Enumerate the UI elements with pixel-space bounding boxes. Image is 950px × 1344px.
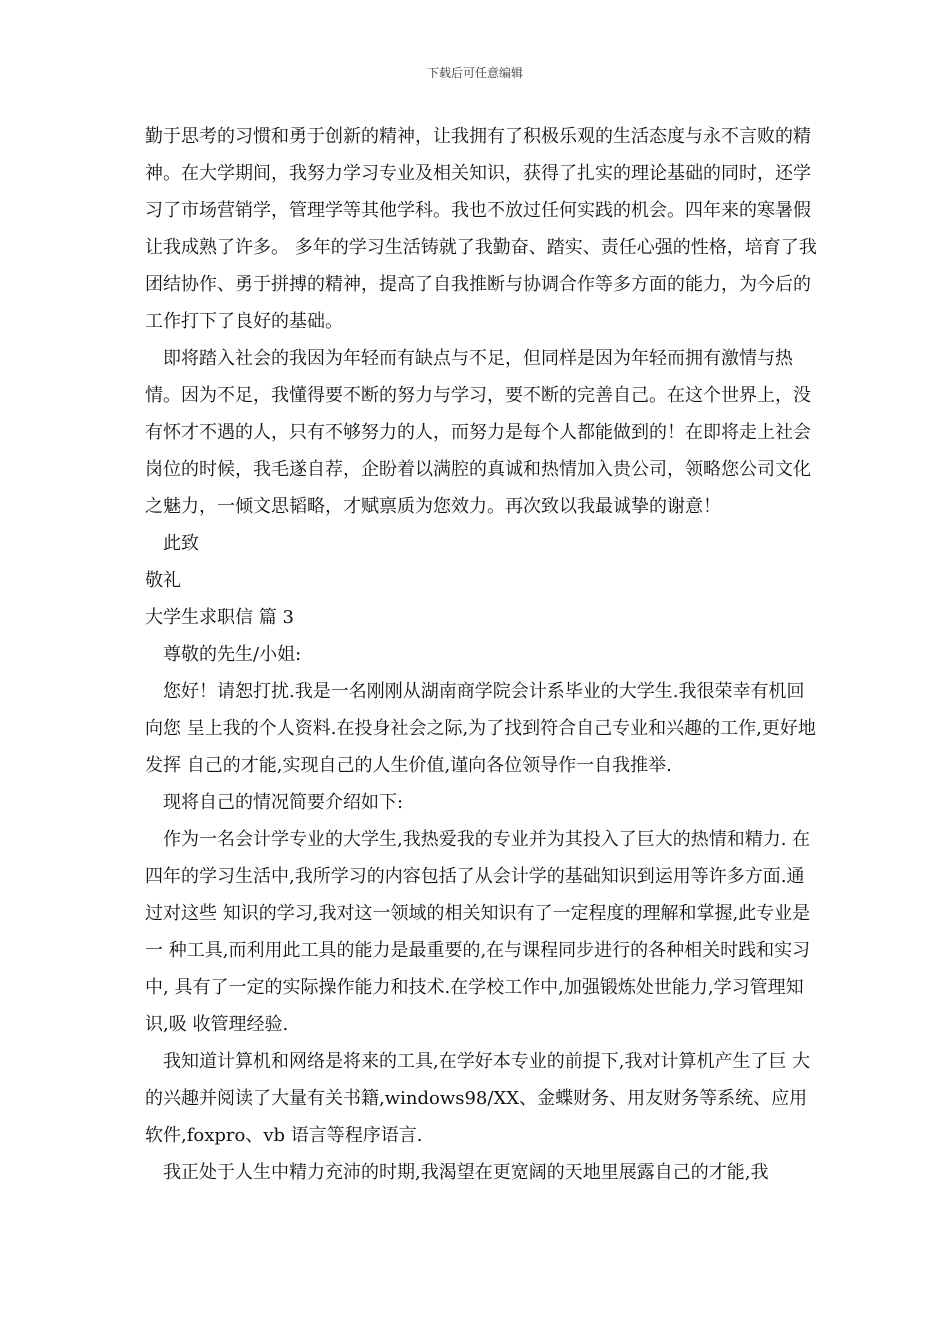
paragraph-3: 您好！请恕打扰.我是一名刚刚从湖南商学院会计系毕业的大学生.我很荣幸有机回向您 呈上我的个人资料.在投身社会之际,为了找到符合自己专业和兴趣的工作,更好地发挥 自己的才能,实现自己的人生价值,谨向各位领导作一自我推举.: [145, 681, 816, 776]
paragraph-7: 我正处于人生中精力充沛的时期,我渴望在更宽阔的天地里展露自己的才能,我: [163, 1162, 769, 1183]
document-body: [145, 118, 820, 1191]
section-title: 大学生求职信 篇 3: [145, 607, 294, 628]
paragraph-2: 即将踏入社会的我因为年轻而有缺点与不足，但同样是因为年轻而拥有激情与热情。因为不足，我懂得要不断的努力与学习，要不断的完善自己。在这个世界上，没有怀才不遇的人，只有不够努力的人，而努力是每个人都能做到的！在即将走上社会岗位的时候，我毛遂自荐，企盼着以满腔的真诚和热情加入贵公司，领略您公司文化之魅力，一倾文思韬略，才赋禀质为您效力。再次致以我最诚挚的谢意！: [145, 348, 811, 517]
paragraph-4: 现将自己的情况简要介绍如下:: [163, 792, 404, 813]
paragraph-6: 我知道计算机和网络是将来的工具,在学好本专业的前提下,我对计算机产生了巨 大的兴趣并阅读了大量有关书籍,windows98/XX、金蝶财务、用友财务等系统、应用 软件,foxpro、vb 语言等程序语言.: [145, 1051, 811, 1146]
paragraph-1: 勤于思考的习惯和勇于创新的精神，让我拥有了积极乐观的生活态度与永不言败的精神。在大学期间，我努力学习专业及相关知识，获得了扎实的理论基础的同时，还学习了市场营销学，管理学等其他学科。我也不放过任何实践的机会。四年来的寒暑假让我成熟了许多。 多年的学习生活铸就了我勤奋、踏实、责任心强的性格，培育了我团结协作、勇于拼搏的精神，提高了自我推断与协调合作等多方面的能力，为今后的工作打下了良好的基础。: [145, 126, 817, 332]
closing-line-2: 敬礼: [145, 570, 181, 591]
salutation: 尊敬的先生/小姐:: [163, 644, 302, 665]
paragraph-5: 作为一名会计学专业的大学生,我热爱我的专业并为其投入了巨大的热情和精力. 在四年的学习生活中,我所学习的内容包括了从会计学的基础知识到运用等许多方面.通 过对这些 知识的学习,我对这一领域的相关知识有了一定程度的理解和掌握,此专业是一 种工具,而利用此工具的能力是最重要的,在与课程同步进行的各种相关时践和实习中, 具有了一定的实际操作能力和技术.在学校工作中,加强锻炼处世能力,学习管理知识,吸 收管理经验.: [145, 829, 811, 1035]
closing-line-1: 此致: [163, 533, 199, 554]
page-header-note: 下载后可任意编辑: [426, 66, 523, 80]
